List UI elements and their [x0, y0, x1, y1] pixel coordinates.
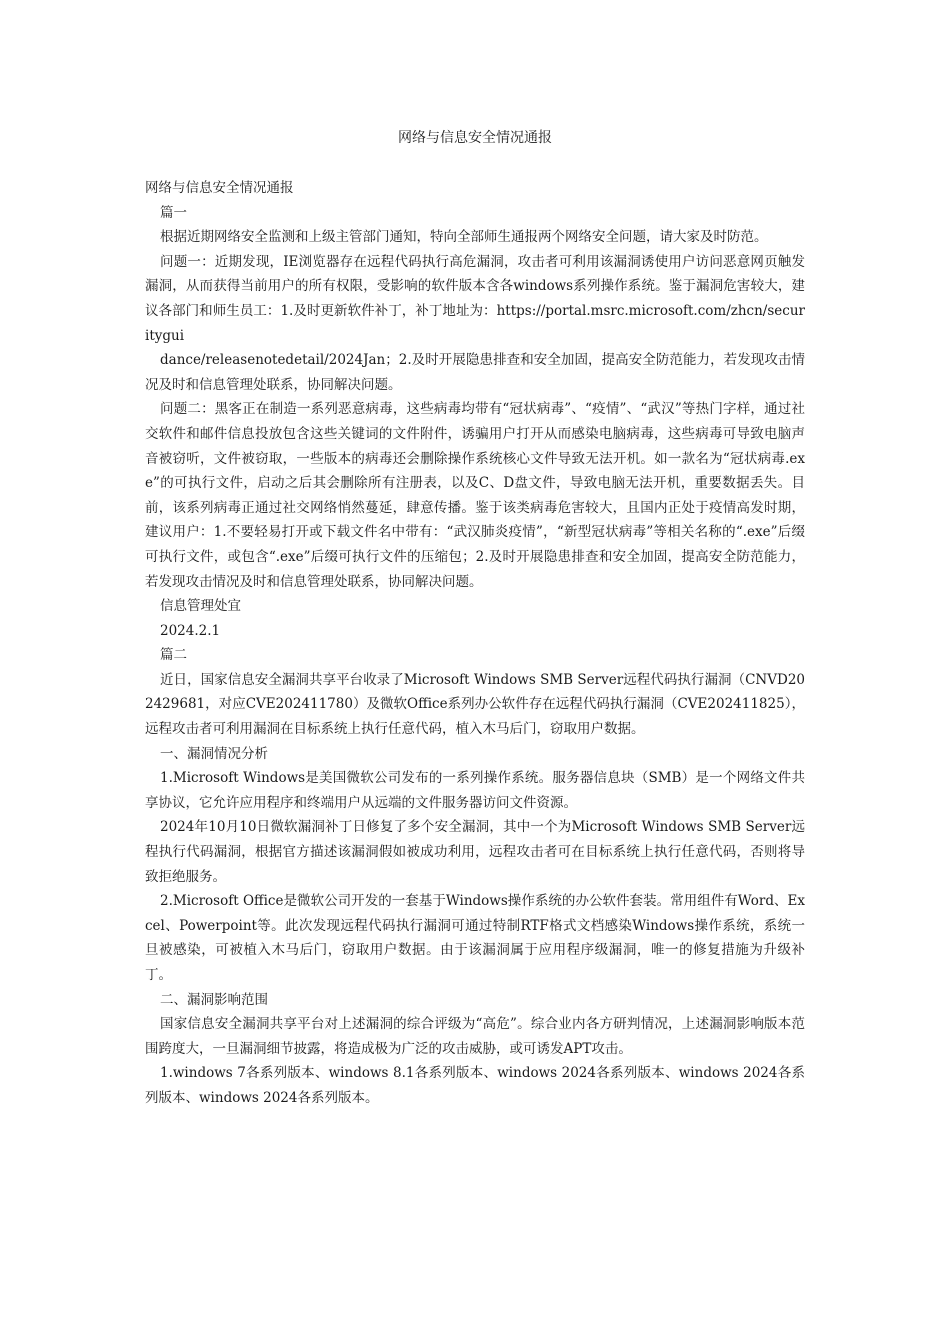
affected-versions-paragraph: 1.windows 7各系列版本、windows 8.1各系列版本、windows 2024各系列版本、windows 2024各系列版本、windows 2024各系列版本。: [145, 1065, 805, 1106]
issue-two-paragraph: 问题二：黑客正在制造一系列恶意病毒，这些病毒均带有“冠状病毒”、“疫情”、“武汉”等热门字样，通过社交软件和邮件信息投放包含这些关键词的文件附件，诱骗用户打开从而感染电脑病毒，这些病毒可导致电脑声音被窃听，文件被窃取，一些版本的病毒还会删除操作系统核心文件导致无法开机。如一款名为“冠状病毒.exe”的可执行文件，启动之后其会删除所有注册表，以及C、D盘文件，导致电脑无法开机，重要数据丢失。目前，该系列病毒正通过社交网络悄然蔓延，肆意传播。鉴于该类病毒危害较大，且国内正处于疫情高发时期，建议用户：1.不要轻易打开或下载文件名中带有：“武汉肺炎疫情”，“新型冠状病毒”等相关名称的“.exe”后缀可执行文件，或包含“.exe”后缀可执行文件的压缩包；2.及时开展隐患排查和安全加固，提高安全防范能力，若发现攻击情况及时和信息管理处联系，协同解决问题。: [145, 401, 805, 590]
section-heading-part-one: 篇一: [160, 204, 187, 221]
smb-description-paragraph: 1.Microsoft Windows是美国微软公司发布的一系列操作系统。服务器信息块（SMB）是一个网络文件共享协议，它允许应用程序和终端用户从远端的文件服务器访问文件资源。: [145, 770, 805, 811]
document-title: 网络与信息安全情况通报: [398, 130, 552, 146]
signature-date: 2024.2.1: [160, 622, 221, 639]
impact-rating-paragraph: 国家信息安全漏洞共享平台对上述漏洞的综合评级为“高危”。综合业内各方研判情况，上述漏洞影响版本范围跨度大，一旦漏洞细节披露，将造成极为广泛的攻击威胁，或可诱发APT攻击。: [145, 1016, 805, 1057]
subtitle-paragraph: 网络与信息安全情况通报: [145, 180, 294, 196]
heading-vulnerability-analysis: 一、漏洞情况分析: [160, 745, 268, 762]
intro-paragraph: 根据近期网络安全监测和上级主管部门通知，特向全部师生通报两个网络安全问题，请大家及时防范。: [160, 229, 768, 246]
issue-one-continuation: dance/releasenotedetail/2024Jan；2.及时开展隐患排查和安全加固，提高安全防范能力，若发现攻击情况及时和信息管理处联系，协同解决问题。: [145, 352, 805, 393]
signature-department: 信息管理处宜: [160, 598, 241, 615]
heading-impact-scope: 二、漏洞影响范围: [160, 991, 268, 1008]
office-description-paragraph: 2.Microsoft Office是微软公司开发的一套基于Windows操作系统的办公软件套装。常用组件有Word、Excel、Powerpoint等。此次发现远程代码执行漏洞可通过特制RTF格式文档感染Windows操作系统，系统一旦被感染，可被植入木马后门，窃取用户数据。由于该漏洞属于应用程序级漏洞，唯一的修复措施为升级补丁。: [145, 893, 805, 983]
issue-one-paragraph: 问题一：近期发现，IE浏览器存在远程代码执行高危漏洞，攻击者可利用该漏洞诱使用户访问恶意网页触发漏洞，从而获得当前用户的所有权限，受影响的软件版本含各windows系列操作系统。鉴于漏洞危害较大，建议各部门和师生员工：1.及时更新软件补丁，补丁地址为：https://portal.msrc.microsoft.com/zhcn/securitygui: [145, 253, 805, 344]
document-body: [145, 176, 805, 1111]
section-heading-part-two: 篇二: [160, 647, 187, 664]
part-two-intro-paragraph: 近日，国家信息安全漏洞共享平台收录了Microsoft Windows SMB Server远程代码执行漏洞（CNVD202429681，对应CVE202411780）及微软Office系列办公软件存在远程代码执行漏洞（CVE202411825），远程攻击者可利用漏洞在目标系统上执行任意代码，植入木马后门，窃取用户数据。: [145, 671, 805, 738]
smb-patch-paragraph: 2024年10月10日微软漏洞补丁日修复了多个安全漏洞，其中一个为Microsoft Windows SMB Server远程执行代码漏洞，根据官方描述该漏洞假如被成功利用，远程攻击者可在目标系统上执行任意代码，否则将导致拒绝服务。: [145, 819, 805, 885]
